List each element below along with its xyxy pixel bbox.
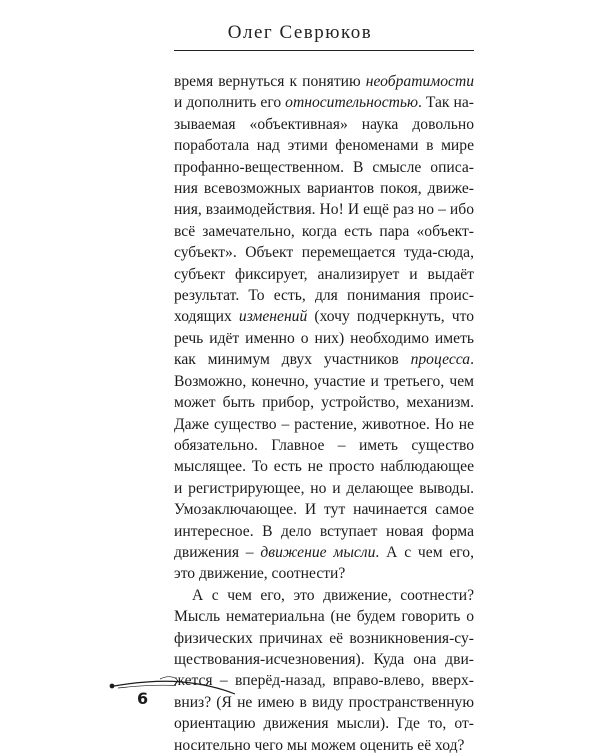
emphasized-term: относительностью xyxy=(285,94,418,112)
text-run: время вернуться к понятию xyxy=(174,73,366,90)
emphasized-term: необратимости xyxy=(365,73,474,90)
text-run: . Возможно, конечно, участие и третьего, чем может быть прибор, устройство, механизм. Даже существо – растение, животное. Но не обязательно. Главное – иметь существо мыслящее. То есть не просто наблюдающее и регистрирующее, но и делающее выводы. Умозаключающее. И тут начинается самое интересное. В дело вступает новая форма движения – xyxy=(174,351,474,561)
flourish-ornament-icon xyxy=(108,671,238,699)
paragraph-1 xyxy=(174,71,474,585)
text-run: (хочу подчеркнуть, что речь идёт именно о них) необходимо иметь как минимум двух участников xyxy=(174,308,474,369)
page-number: 6 xyxy=(137,689,149,708)
emphasized-term: движение мысли xyxy=(260,543,376,561)
body-text xyxy=(174,71,474,756)
header-rule xyxy=(174,50,474,51)
text-run: . Так называемая «объективная» наука довольно поработала над этими феноменами в мире профанно-вещественном. В смысле описания всевозможных вариантов покоя, движения, взаимодействия. Но! И ещё раз но – ибо всё замечательно, когда есть пара «объект-субъект». Объект перемещается туда-сюда, субъект фиксирует, анализирует и выдаёт результат. То есть, для понимания происходящих xyxy=(174,94,474,326)
emphasized-term: процесса xyxy=(410,351,471,369)
emphasized-term: изменений xyxy=(238,308,308,326)
text-run: и дополнить его xyxy=(174,94,286,112)
paragraph-2: А с чем его, это движение, соотнести? Мысль нематериальна (не будем говорить о физических причинах её возникновения-существования-исчезновения). Куда она движется – вперёд-назад, вправо-влево, вверх-вниз? (Я не имею в виду пространственную ориентацию движения мысли). Где то, относительно чего мы можем оценить её ход? xyxy=(174,586,474,754)
running-head-author: Олег Севрюков xyxy=(227,22,373,43)
text-run: . А с чем его, это движение, соотнести? xyxy=(174,543,474,583)
